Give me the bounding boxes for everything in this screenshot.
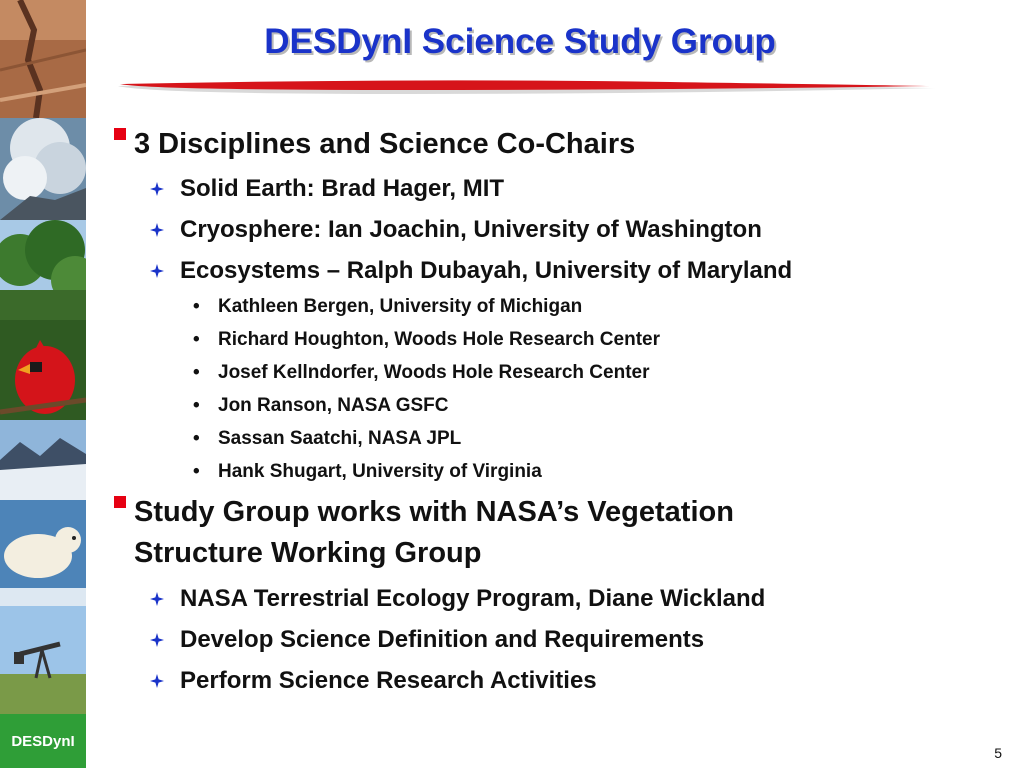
dot-bullet-icon: •: [193, 461, 200, 482]
sub-list-item: • Josef Kellndorfer, Woods Hole Research Center: [193, 362, 650, 383]
star-bullet-icon: [150, 633, 164, 647]
sub-list-item: • Jon Ranson, NASA GSFC: [193, 395, 449, 416]
volcano-plume-image: [0, 118, 86, 220]
sub-list-item: • Hank Shugart, University of Virginia: [193, 461, 542, 482]
star-bullet-icon: [150, 264, 164, 278]
oil-pump-image: [0, 606, 86, 714]
cardinal-bird-image: [0, 320, 86, 420]
dot-bullet-icon: •: [193, 428, 200, 449]
sub-list-item: • Sassan Saatchi, NASA JPL: [193, 428, 462, 449]
dot-bullet-icon: •: [193, 395, 200, 416]
brand-label: DESDynI: [0, 714, 86, 768]
star-bullet-icon: [150, 592, 164, 606]
list-item: Perform Science Research Activities: [150, 666, 597, 696]
list-item: Ecosystems – Ralph Dubayah, University of Maryland: [150, 256, 792, 286]
dot-bullet-icon: •: [193, 362, 200, 383]
list-item: Develop Science Definition and Requirements: [150, 625, 704, 655]
list-item: NASA Terrestrial Ecology Program, Diane Wickland: [150, 584, 765, 614]
glacier-image: [0, 420, 86, 500]
list-item: Solid Earth: Brad Hager, MIT: [150, 174, 504, 204]
dot-bullet-icon: •: [193, 329, 200, 350]
slide-title: DESDynI Science Study Group: [264, 22, 776, 61]
section-heading-study-group: Study Group works with NASA’s Vegetation Structure Working Group: [114, 492, 734, 574]
dot-bullet-icon: •: [193, 296, 200, 317]
photo-strip: [0, 0, 86, 768]
forest-image: [0, 220, 86, 320]
fault-rock-image: [0, 0, 86, 118]
page-number: 5: [994, 745, 1002, 761]
red-square-bullet-icon: [114, 496, 126, 508]
section-heading-disciplines: 3 Disciplines and Science Co-Chairs: [114, 124, 635, 165]
title-underline-swoosh: [110, 76, 940, 102]
star-bullet-icon: [150, 674, 164, 688]
polar-bear-image: [0, 500, 86, 606]
sub-list-item: • Kathleen Bergen, University of Michigan: [193, 296, 583, 317]
list-item: Cryosphere: Ian Joachin, University of Washington: [150, 215, 762, 245]
sub-list-item: • Richard Houghton, Woods Hole Research Center: [193, 329, 660, 350]
star-bullet-icon: [150, 223, 164, 237]
red-square-bullet-icon: [114, 128, 126, 140]
star-bullet-icon: [150, 182, 164, 196]
